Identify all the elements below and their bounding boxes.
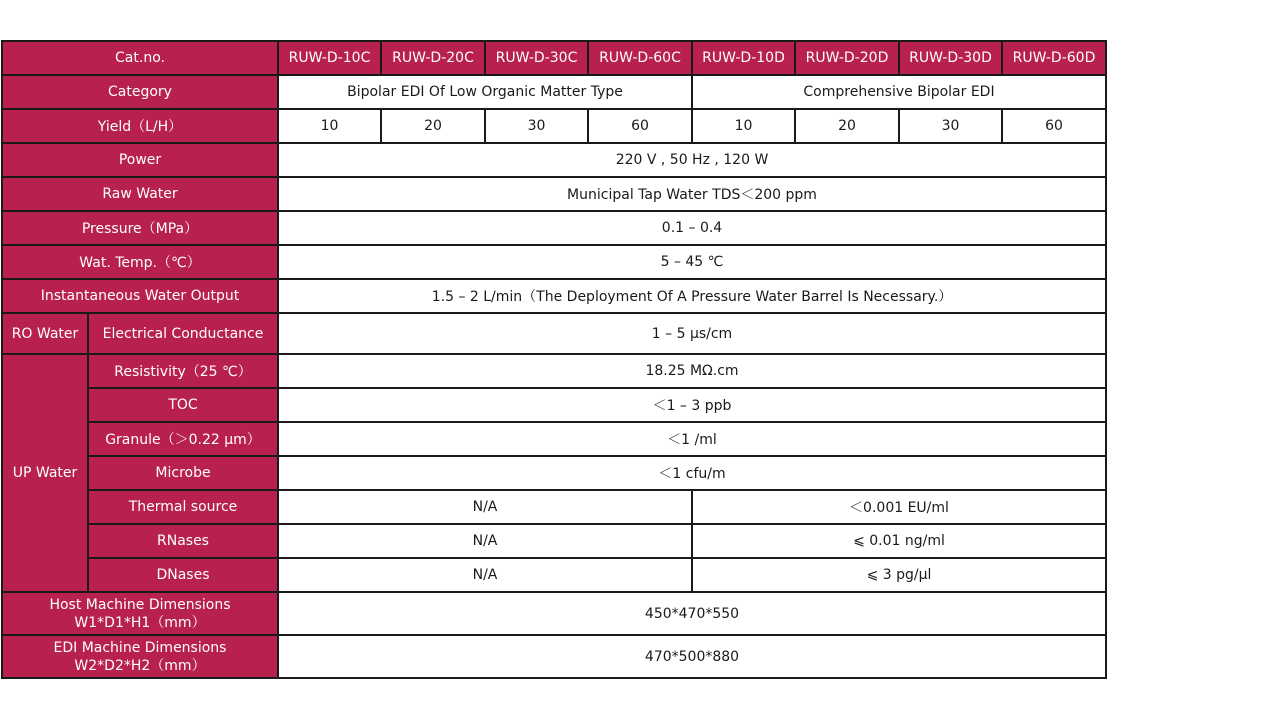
instant-output-label: Instantaneous Water Output [2,279,278,313]
resistivity-value: 18.25 MΩ.cm [278,354,1106,388]
row-edi-dims [2,635,1106,678]
thermal-c-value: N/A [278,490,692,524]
rnases-label: RNases [88,524,278,558]
granule-label: Granule（＞0.22 μm） [88,422,278,456]
row-catno [2,41,1106,75]
row-resistivity [2,354,1106,388]
category-c-type: Bipolar EDI Of Low Organic Matter Type [278,75,692,109]
conductance-value: 1 – 5 μs/cm [278,313,1106,354]
power-label: Power [2,143,278,177]
raw-water-label: Raw Water [2,177,278,211]
resistivity-label: Resistivity（25 ℃） [88,354,278,388]
yield-label: Yield（L/H） [2,109,278,143]
up-water-group: UP Water [2,354,88,592]
host-dims-label-line2: W1*D1*H1（mm） [74,614,206,631]
model-1: RUW-D-10C [278,41,381,75]
row-category [2,75,1106,109]
granule-value: ＜1 /ml [278,422,1106,456]
ro-water-group: RO Water [2,313,88,354]
model-5: RUW-D-10D [692,41,795,75]
catno-label: Cat.no. [2,41,278,75]
toc-label: TOC [88,388,278,422]
row-microbe [2,456,1106,490]
yield-value: 30 [485,109,588,143]
model-2: RUW-D-20C [381,41,485,75]
model-6: RUW-D-20D [795,41,899,75]
row-pressure [2,211,1106,245]
rnases-c-value: N/A [278,524,692,558]
host-dims-label [2,592,278,635]
rnases-d-value: ⩽ 0.01 ng/ml [692,524,1106,558]
row-dnases [2,558,1106,592]
thermal-label: Thermal source [88,490,278,524]
yield-value: 60 [1002,109,1106,143]
row-yield [2,109,1106,143]
spec-table [1,40,1107,679]
yield-value: 20 [381,109,485,143]
model-8: RUW-D-60D [1002,41,1106,75]
edi-dims-label-line1: EDI Machine Dimensions [53,639,227,656]
model-4: RUW-D-60C [588,41,692,75]
yield-value: 60 [588,109,692,143]
dnases-label: DNases [88,558,278,592]
pressure-label: Pressure（MPa） [2,211,278,245]
yield-value: 10 [278,109,381,143]
raw-water-value: Municipal Tap Water TDS＜200 ppm [278,177,1106,211]
row-power [2,143,1106,177]
row-granule [2,422,1106,456]
host-dims-value: 450*470*550 [278,592,1106,635]
edi-dims-label [2,635,278,678]
microbe-value: ＜1 cfu/m [278,456,1106,490]
category-d-type: Comprehensive Bipolar EDI [692,75,1106,109]
row-rnases [2,524,1106,558]
dnases-c-value: N/A [278,558,692,592]
row-toc [2,388,1106,422]
yield-value: 30 [899,109,1002,143]
yield-value: 20 [795,109,899,143]
wat-temp-value: 5 – 45 ℃ [278,245,1106,279]
host-dims-label-line1: Host Machine Dimensions [49,596,231,613]
dnases-d-value: ⩽ 3 pg/μl [692,558,1106,592]
row-instant-output [2,279,1106,313]
wat-temp-label: Wat. Temp.（℃） [2,245,278,279]
row-host-dims [2,592,1106,635]
category-label: Category [2,75,278,109]
model-7: RUW-D-30D [899,41,1002,75]
toc-value: ＜1 – 3 ppb [278,388,1106,422]
edi-dims-label-line2: W2*D2*H2（mm） [74,657,206,674]
microbe-label: Microbe [88,456,278,490]
instant-output-value: 1.5 – 2 L/min（The Deployment Of A Pressure Water Barrel Is Necessary.） [278,279,1106,313]
power-value: 220 V , 50 Hz , 120 W [278,143,1106,177]
model-3: RUW-D-30C [485,41,588,75]
yield-value: 10 [692,109,795,143]
row-thermal-source [2,490,1106,524]
row-ro-water [2,313,1106,354]
row-raw-water [2,177,1106,211]
edi-dims-value: 470*500*880 [278,635,1106,678]
thermal-d-value: ＜0.001 EU/ml [692,490,1106,524]
conductance-label: Electrical Conductance [88,313,278,354]
row-wat-temp [2,245,1106,279]
pressure-value: 0.1 – 0.4 [278,211,1106,245]
